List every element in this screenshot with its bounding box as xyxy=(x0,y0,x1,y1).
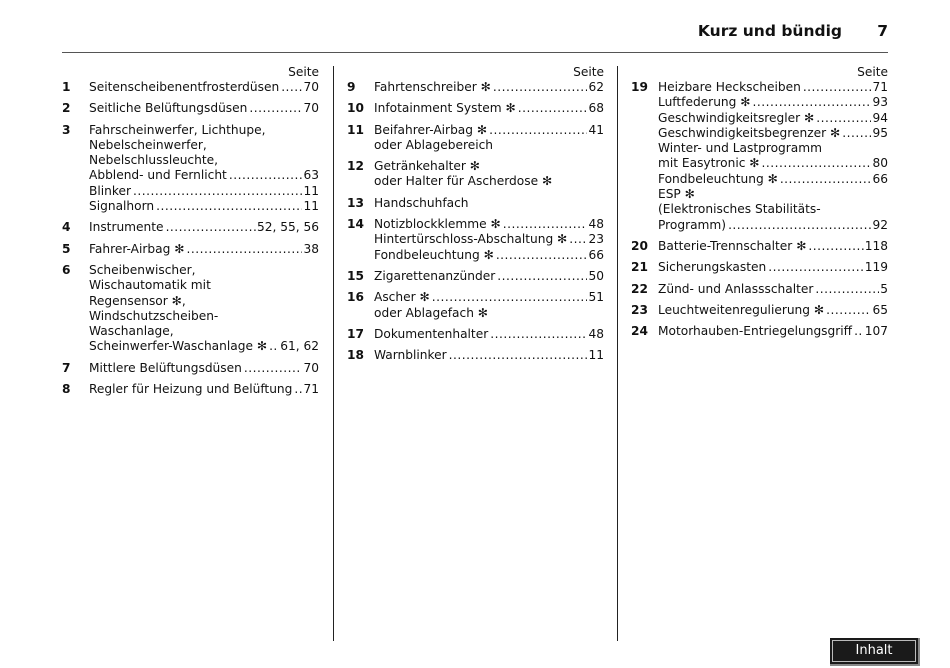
dot-leader xyxy=(432,290,588,305)
legend-entry xyxy=(62,80,319,95)
entry-line xyxy=(658,95,888,110)
page-reference: 23 xyxy=(588,232,604,247)
dot-leader xyxy=(489,123,587,138)
legend-entry xyxy=(347,327,604,342)
entry-line xyxy=(374,101,604,116)
seite-label: Seite xyxy=(573,65,604,79)
dot-leader xyxy=(815,282,879,297)
page-reference: 66 xyxy=(872,171,888,186)
dot-leader xyxy=(497,269,587,284)
dot-leader xyxy=(229,168,303,183)
page-reference: 118 xyxy=(864,238,888,253)
page-reference: 41 xyxy=(588,122,604,137)
entry-line xyxy=(374,123,604,138)
entry-line xyxy=(89,123,319,138)
entry-line xyxy=(374,290,604,305)
dot-leader xyxy=(569,232,587,247)
entry-text: Ascher ✻ xyxy=(374,290,430,305)
entry-line xyxy=(374,306,604,321)
chapter-title: Kurz und bündig xyxy=(697,22,842,40)
legend-entry xyxy=(62,123,319,215)
dot-leader xyxy=(449,348,588,363)
entry-line xyxy=(89,263,319,278)
dot-leader xyxy=(842,126,871,141)
entry-text: Scheinwerfer-Waschanlage ✻ xyxy=(89,339,268,354)
entry-line xyxy=(89,101,319,116)
entry-text: Infotainment System ✻ xyxy=(374,101,516,116)
dot-leader xyxy=(803,80,872,95)
entry-text: Nebelscheinwerfer, xyxy=(89,137,207,152)
legend-entry xyxy=(62,242,319,257)
entry-line xyxy=(374,248,604,263)
seite-label: Seite xyxy=(288,65,319,79)
page-reference: 71 xyxy=(303,382,319,397)
entry-line xyxy=(658,218,888,233)
legend-entry xyxy=(347,101,604,116)
legend-entry xyxy=(347,290,604,321)
entry-text: Leuchtweitenregulierung ✻ xyxy=(658,302,825,317)
entry-line xyxy=(89,309,319,324)
entry-text: Winter- und Lastprogramm xyxy=(658,141,823,156)
entry-text: Batterie-Trennschalter ✻ xyxy=(658,238,807,253)
page-reference: 107 xyxy=(864,324,888,339)
entry-text: Windschutzscheiben- xyxy=(89,308,219,323)
legend-entry xyxy=(347,123,604,154)
entry-line xyxy=(374,348,604,363)
page-reference: 70 xyxy=(303,101,319,116)
entry-number: 15 xyxy=(347,268,364,283)
entry-number: 17 xyxy=(347,326,364,341)
entry-number: 20 xyxy=(631,238,648,253)
entry-line xyxy=(89,138,319,153)
dot-leader xyxy=(780,172,872,187)
entry-text: Waschanlage, xyxy=(89,324,174,339)
entry-text: Seitenscheibenentfrosterdüsen xyxy=(89,80,280,94)
entry-text: Sicherungskasten xyxy=(658,260,767,275)
entry-line xyxy=(658,172,888,187)
entry-number: 10 xyxy=(347,101,364,116)
dot-leader xyxy=(808,239,863,254)
inhalt-label: Inhalt xyxy=(855,643,893,658)
entry-number: 21 xyxy=(631,260,648,275)
dot-leader xyxy=(826,303,871,318)
page-reference: 48 xyxy=(588,217,604,232)
entry-text: Motorhauben-Entriegelungsgriff xyxy=(658,324,853,339)
entry-text: Fahrscheinwerfer, Lichthupe, xyxy=(89,122,266,137)
dot-leader xyxy=(728,218,871,233)
dot-leader xyxy=(133,184,302,199)
dot-leader xyxy=(762,156,872,171)
inhalt-button[interactable] xyxy=(830,638,920,666)
entry-text: Geschwindigkeitsbegrenzer ✻ xyxy=(658,125,841,140)
entry-number: 8 xyxy=(62,382,71,397)
entry-number: 19 xyxy=(631,80,648,94)
entry-text: Blinker xyxy=(89,183,131,198)
entry-number: 3 xyxy=(62,122,71,137)
legend-entry xyxy=(631,260,888,275)
dot-leader xyxy=(816,111,871,126)
entry-number: 5 xyxy=(62,241,71,256)
page-reference: 62 xyxy=(588,80,604,94)
entry-text: Fondbeleuchtung ✻ xyxy=(374,247,494,262)
entry-line xyxy=(89,220,319,235)
legend-entry xyxy=(631,80,888,233)
entry-line xyxy=(374,80,604,95)
entry-line xyxy=(658,156,888,171)
page-reference: 71 xyxy=(872,80,888,94)
dot-leader xyxy=(768,260,863,275)
page-reference: 94 xyxy=(872,110,888,125)
entry-line xyxy=(658,187,888,202)
dot-leader xyxy=(503,217,588,232)
dot-leader xyxy=(156,199,302,214)
dot-leader xyxy=(854,324,864,339)
dot-leader xyxy=(249,101,302,116)
entry-number: 24 xyxy=(631,324,648,339)
dot-leader xyxy=(490,327,587,342)
entry-line xyxy=(89,294,319,309)
entry-text: Regler für Heizung und Belüftung xyxy=(89,382,293,397)
page-reference: 11 xyxy=(303,199,319,214)
entry-text: (Elektronisches Stabilitäts- xyxy=(658,202,821,217)
entry-line xyxy=(374,217,604,232)
entry-line xyxy=(658,324,888,339)
legend-entry xyxy=(631,324,888,339)
entry-text: Hintertürschloss-Abschaltung ✻ xyxy=(374,232,568,247)
page-reference: 68 xyxy=(588,101,604,116)
page-reference: 65 xyxy=(872,302,888,317)
legend-entry xyxy=(62,101,319,116)
page-reference: 52, 55, 56 xyxy=(256,220,319,235)
entry-line xyxy=(374,159,604,174)
page-reference: 38 xyxy=(303,241,319,256)
entry-line xyxy=(374,327,604,342)
entry-text: Seitliche Belüftungsdüsen xyxy=(89,101,248,116)
page-number: 7 xyxy=(877,22,888,40)
entry-text: Fondbeleuchtung ✻ xyxy=(658,171,778,186)
entry-number: 23 xyxy=(631,302,648,317)
page-reference: 70 xyxy=(303,360,319,375)
entry-line xyxy=(89,168,319,183)
legend-column-3 xyxy=(631,64,888,345)
entry-number: 7 xyxy=(62,360,71,375)
page-reference: 66 xyxy=(588,247,604,262)
dot-leader xyxy=(244,361,303,376)
entry-text: Signalhorn xyxy=(89,199,155,214)
entry-number: 1 xyxy=(62,80,71,94)
page-reference: 50 xyxy=(588,268,604,283)
entry-text: Beifahrer-Airbag ✻ xyxy=(374,122,488,137)
entry-line xyxy=(89,278,319,293)
entry-line xyxy=(658,80,888,95)
legend-entry xyxy=(62,220,319,235)
entry-number: 6 xyxy=(62,262,71,277)
entry-text: Regensensor ✻, xyxy=(89,293,186,308)
page-reference: 93 xyxy=(872,95,888,110)
page-reference: 80 xyxy=(872,156,888,171)
legend-entry xyxy=(631,303,888,318)
entry-line xyxy=(658,202,888,217)
entry-number: 22 xyxy=(631,281,648,296)
legend-entry xyxy=(62,361,319,376)
page-reference: 92 xyxy=(872,217,888,232)
dot-leader xyxy=(496,248,588,263)
entry-number: 18 xyxy=(347,348,364,363)
dot-leader xyxy=(493,80,588,95)
entry-text: Instrumente xyxy=(89,220,164,235)
legend-column-1 xyxy=(62,64,319,403)
entry-line xyxy=(658,260,888,275)
legend-entry xyxy=(347,348,604,363)
header-divider xyxy=(62,52,888,53)
entry-text: Handschuhfach xyxy=(374,195,469,210)
page-reference: 51 xyxy=(588,290,604,305)
column-divider-1 xyxy=(333,66,334,641)
entry-line xyxy=(658,111,888,126)
entry-text: oder Ablagebereich xyxy=(374,137,494,152)
legend-entry xyxy=(347,269,604,284)
legend-entry xyxy=(62,263,319,355)
entry-text: Notizblockklemme ✻ xyxy=(374,217,501,232)
entry-line xyxy=(658,141,888,156)
entry-line xyxy=(658,239,888,254)
legend-entry xyxy=(347,196,604,211)
entry-text: ESP ✻ xyxy=(658,187,695,202)
entry-line xyxy=(89,199,319,214)
entry-text: mit Easytronic ✻ xyxy=(658,156,760,171)
page-reference: 5 xyxy=(880,281,888,296)
legend-entry xyxy=(347,159,604,190)
entry-line xyxy=(658,282,888,297)
entry-line xyxy=(89,153,319,168)
seite-label: Seite xyxy=(857,65,888,79)
legend-entry xyxy=(347,80,604,95)
entry-line xyxy=(374,138,604,153)
dot-leader xyxy=(166,220,256,235)
entry-text: Nebelschlussleuchte, xyxy=(89,153,219,168)
entry-line xyxy=(89,184,319,199)
entry-text: Scheibenwischer, xyxy=(89,262,196,277)
page-reference: 61, 62 xyxy=(280,339,319,354)
entry-text: Luftfederung ✻ xyxy=(658,95,751,110)
entry-text: Programm) xyxy=(658,217,727,232)
page-header xyxy=(62,22,888,42)
entry-text: oder Halter für Ascherdose ✻ xyxy=(374,174,553,189)
entry-number: 2 xyxy=(62,101,71,116)
entry-text: Heizbare Heckscheiben xyxy=(658,80,801,94)
page-reference: 63 xyxy=(303,168,319,183)
entry-text: Warnblinker xyxy=(374,348,447,363)
page-reference: 95 xyxy=(872,125,888,140)
dot-leader xyxy=(294,382,302,397)
dot-leader xyxy=(518,101,588,116)
entry-line xyxy=(658,126,888,141)
entry-number: 12 xyxy=(347,159,364,174)
entry-line xyxy=(89,242,319,257)
entry-text: oder Ablagefach ✻ xyxy=(374,305,489,320)
legend-entry xyxy=(631,239,888,254)
entry-number: 9 xyxy=(347,80,356,94)
page-reference: 11 xyxy=(588,348,604,363)
dot-leader xyxy=(752,95,871,110)
page-reference: 70 xyxy=(303,80,319,94)
entry-text: Zünd- und Anlassschalter xyxy=(658,281,814,296)
entry-text: Geschwindigkeitsregler ✻ xyxy=(658,110,815,125)
legend-entry xyxy=(347,217,604,263)
entry-text: Fahrtenschreiber ✻ xyxy=(374,80,491,94)
column-divider-2 xyxy=(617,66,618,641)
entry-number: 13 xyxy=(347,195,364,210)
entry-line xyxy=(374,174,604,189)
entry-line xyxy=(89,324,319,339)
entry-line xyxy=(89,382,319,397)
dot-leader xyxy=(281,80,302,95)
entry-number: 16 xyxy=(347,290,364,305)
entry-number: 11 xyxy=(347,122,364,137)
entry-line xyxy=(658,303,888,318)
entry-text: Getränkehalter ✻ xyxy=(374,159,480,174)
legend-entry xyxy=(62,382,319,397)
page-reference: 119 xyxy=(864,260,888,275)
entry-line xyxy=(374,269,604,284)
entry-text: Mittlere Belüftungsdüsen xyxy=(89,360,242,375)
entry-text: Abblend- und Fernlicht xyxy=(89,168,227,183)
entry-line xyxy=(374,196,604,211)
entry-line xyxy=(89,361,319,376)
legend-entry xyxy=(631,282,888,297)
page-reference: 11 xyxy=(303,183,319,198)
entry-text: Zigarettenanzünder xyxy=(374,268,496,283)
entry-text: Wischautomatik mit xyxy=(89,278,211,293)
legend-column-2 xyxy=(347,64,604,369)
entry-number: 14 xyxy=(347,217,364,232)
entry-line xyxy=(89,80,319,95)
entry-number: 4 xyxy=(62,220,71,235)
entry-line xyxy=(374,232,604,247)
entry-text: Dokumentenhalter xyxy=(374,326,489,341)
entry-text: Fahrer-Airbag ✻ xyxy=(89,241,185,256)
page-reference: 48 xyxy=(588,326,604,341)
dot-leader xyxy=(269,339,279,354)
entry-line xyxy=(89,339,319,354)
dot-leader xyxy=(186,242,302,257)
